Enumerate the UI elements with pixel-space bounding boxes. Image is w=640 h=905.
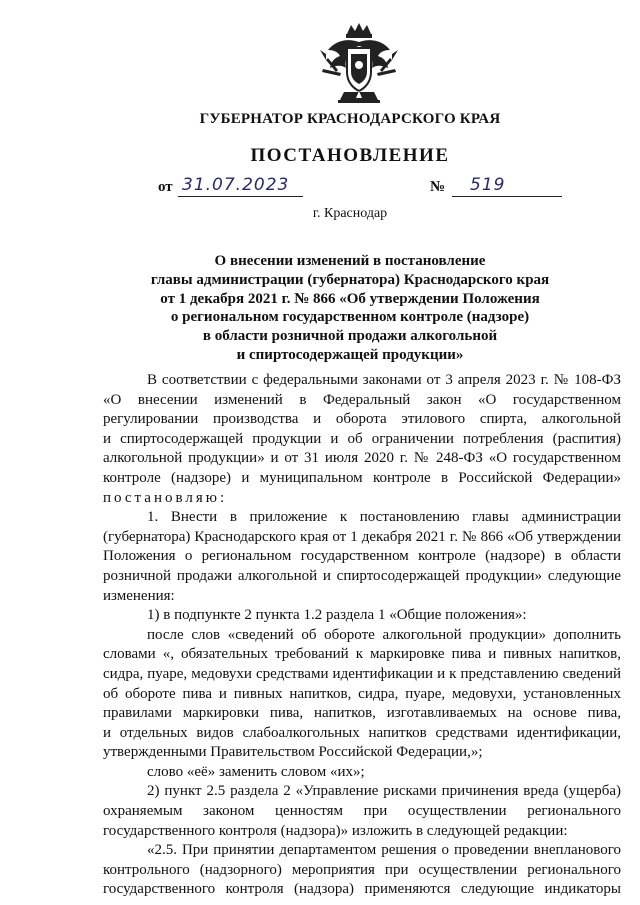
issuing-authority: ГУБЕРНАТОР КРАСНОДАРСКОГО КРАЯ [199,111,501,127]
body-line: постановляю: [103,489,228,506]
body-line: после слов «сведений об обороте алкогольной продукции» дополнить [147,626,621,643]
document-title [110,252,590,365]
body-line: охраняемым законом ценностям при осуществлении регионального [103,803,621,820]
body-line: утвержденными Правительством Российской Федерации,»; [103,744,483,761]
body-line: 1) в подпункте 2 пункта 1.2 раздела 1 «Общие положения»: [147,607,527,624]
document-type: ПОСТАНОВЛЕНИЕ [250,145,450,166]
body-line: и спиртосодержащей продукции и об ограничении потребления (распития) [103,430,621,447]
title-line: в области розничной продажи алкогольной [202,328,498,345]
date-value: 31.07.2023 [182,175,290,195]
body-line: «О внесении изменений в Федеральный закон «О государственном [103,391,621,408]
number-underline [452,196,562,197]
body-line: «2.5. При принятии департаментом решения о проведении внепланового [147,842,621,859]
city: г. Краснодар [312,206,388,221]
body-line: правилами маркировки пива, напитков, изготавливаемых на основе пива, [103,705,621,722]
date-underline [178,196,303,197]
document-body [103,371,621,900]
body-line: об обороте пива и пивных напитков, сидра, пуаре, медовухи, установленных [103,685,621,702]
body-line: контрольного (надзорного) мероприятия при осуществлении регионального [103,861,621,878]
body-line: изменения: [103,587,175,604]
date-label: от [158,179,173,195]
body-line: алкогольной продукции» и от 31 июля 2020 г. № 248-ФЗ «О государственном [103,450,621,467]
body-line: В соответствии с федеральными законами от 3 апреля 2023 г. № 108-ФЗ [147,372,621,388]
number-label: № [430,179,446,195]
number-value: 519 [470,175,506,195]
body-line: государственного контроля (надзора)» изложить в следующей редакции: [103,822,568,839]
title-line: и спиртосодержащей продукции» [236,346,464,363]
body-line: 2) пункт 2.5 раздела 2 «Управление рисками причинения вреда (ущерба) [147,783,621,800]
body-line: государственного контроля (надзора) применяются следующие индикаторы [103,881,621,898]
body-line: словами «, обязательных требований к маркировке пива и пивных напитков, [103,646,621,663]
body-line: 1. Внести в приложение к постановлению главы администрации [147,509,621,526]
body-line: (губернатора) Краснодарского края от 1 декабря 2021 г. № 866 «Об утверждении [103,528,621,545]
title-line: от 1 декабря 2021 г. № 866 «Об утверждении Положения [160,290,540,307]
body-line: контроле (надзоре) и муниципальном контроле в Российской Федерации» [103,469,621,486]
body-line: розничной продажи алкогольной и спиртосодержащей продукции» следующие [103,567,621,584]
body-line: и отдельных видов слабоалкогольных напитков средствами идентификации, [103,724,621,741]
body-line: слово «её» заменить словом «их»; [147,763,365,780]
title-line: о региональном государственном контроле (надзоре) [170,309,530,326]
title-line: О внесении изменений в постановление [214,253,486,269]
date-number-row [158,177,578,201]
body-line: регулировании производства и оборота этилового спирта, алкогольной [103,411,621,428]
title-line: главы администрации (губернатора) Краснодарского края [150,271,550,288]
krasnodar-coat-of-arms-icon [318,20,400,106]
body-line: Положения о региональном государственном контроле (надзоре) в области [103,548,621,565]
body-line: сидра, пуаре, медовухи средствами идентификации и к представлению сведений [103,665,621,682]
